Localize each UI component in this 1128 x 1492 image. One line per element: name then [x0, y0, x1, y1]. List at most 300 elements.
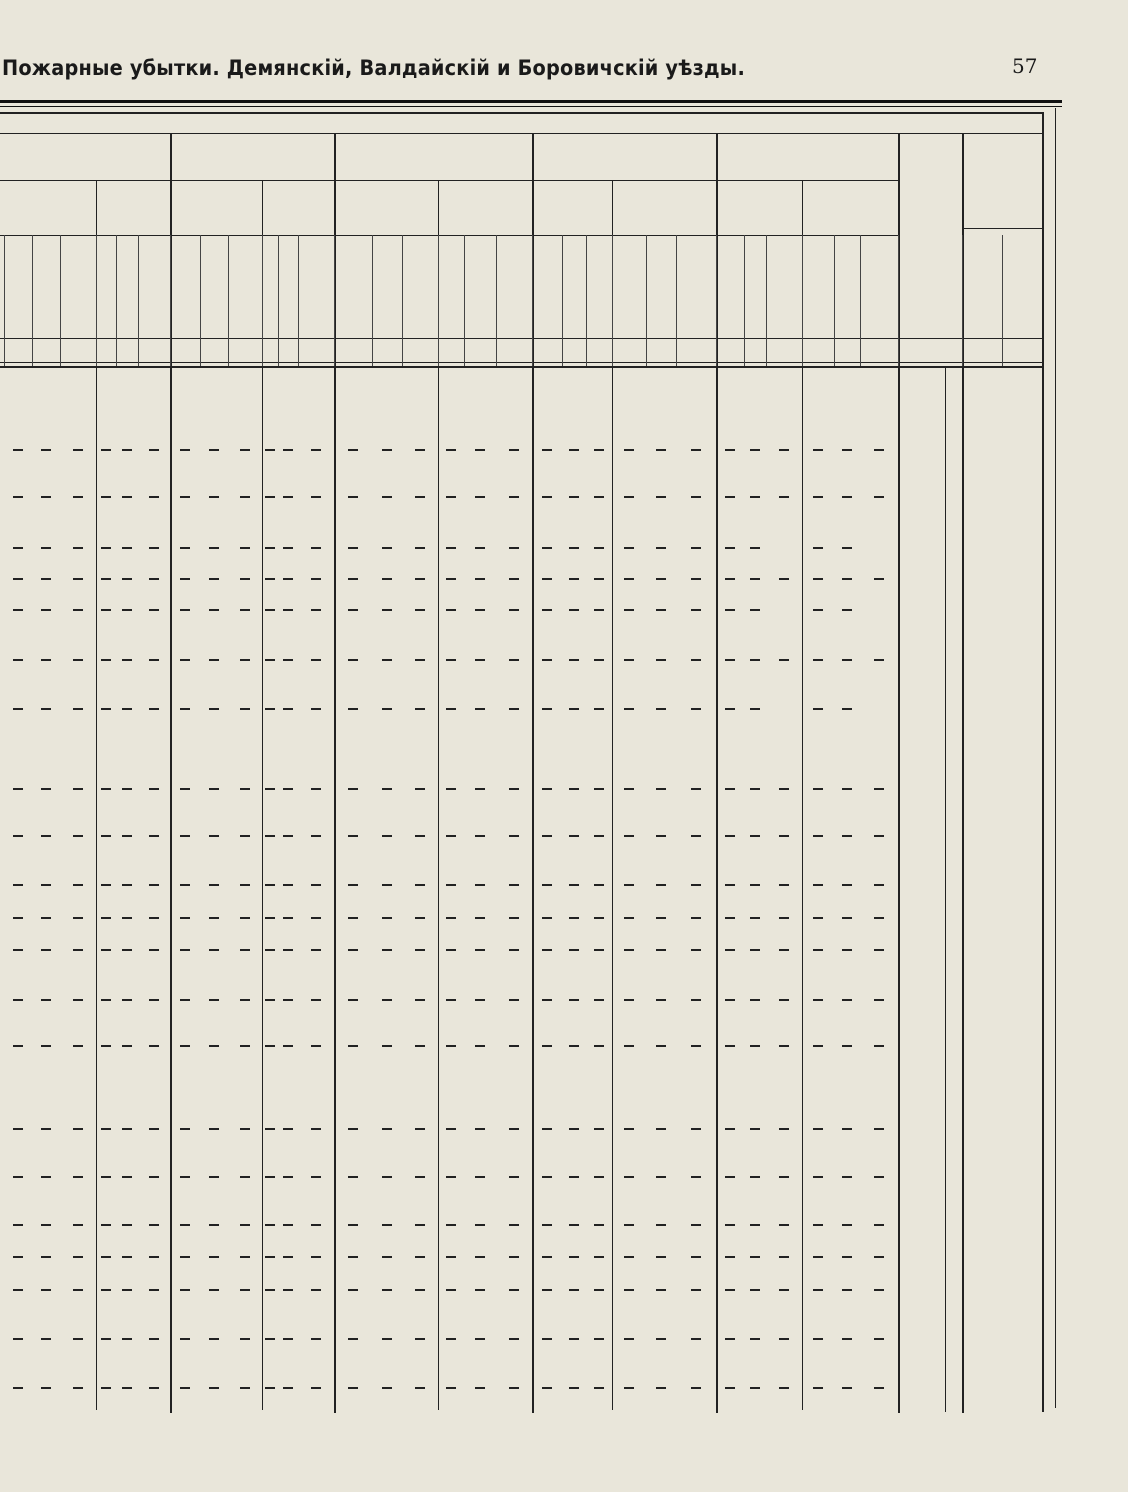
empty-dash: [446, 547, 456, 549]
empty-dash: [101, 1289, 111, 1291]
empty-dash: [348, 1176, 358, 1178]
empty-dash: [446, 1338, 456, 1340]
empty-dash: [265, 1289, 275, 1291]
empty-dash: [101, 1256, 111, 1258]
empty-dash: [475, 1176, 485, 1178]
empty-dash: [475, 609, 485, 611]
empty-dash: [779, 496, 789, 498]
empty-dash: [265, 609, 275, 611]
empty-dash: [73, 884, 83, 886]
empty-dash: [415, 708, 425, 710]
empty-dash: [725, 999, 735, 1001]
empty-dash: [415, 1338, 425, 1340]
empty-dash: [283, 917, 293, 919]
empty-dash: [41, 1128, 51, 1130]
empty-dash: [691, 1128, 701, 1130]
empty-dash: [180, 547, 190, 549]
empty-dash: [101, 1338, 111, 1340]
empty-dash: [779, 1176, 789, 1178]
empty-dash: [348, 496, 358, 498]
empty-dash: [725, 1128, 735, 1130]
empty-dash: [779, 788, 789, 790]
empty-dash: [240, 1176, 250, 1178]
empty-dash: [41, 884, 51, 886]
empty-dash: [149, 835, 159, 837]
empty-dash: [101, 449, 111, 451]
empty-dash: [122, 835, 132, 837]
empty-dash: [725, 547, 735, 549]
column-divider: [60, 235, 61, 366]
empty-dash: [569, 884, 579, 886]
empty-dash: [691, 1045, 701, 1047]
empty-dash: [265, 1045, 275, 1047]
empty-dash: [509, 917, 519, 919]
empty-dash: [180, 1224, 190, 1226]
empty-dash: [41, 1045, 51, 1047]
column-divider: [802, 235, 803, 366]
empty-dash: [750, 659, 760, 661]
empty-dash: [475, 1224, 485, 1226]
empty-dash: [13, 449, 23, 451]
empty-dash: [180, 835, 190, 837]
empty-dash: [446, 496, 456, 498]
empty-dash: [725, 609, 735, 611]
empty-dash: [874, 1289, 884, 1291]
empty-dash: [750, 496, 760, 498]
empty-dash: [348, 547, 358, 549]
empty-dash: [813, 578, 823, 580]
empty-dash: [41, 999, 51, 1001]
empty-dash: [283, 609, 293, 611]
column-divider: [116, 235, 117, 366]
column-divider: [262, 235, 263, 366]
empty-dash: [542, 917, 552, 919]
empty-dash: [691, 449, 701, 451]
empty-dash: [656, 659, 666, 661]
empty-dash: [874, 1256, 884, 1258]
empty-dash: [382, 659, 392, 661]
empty-dash: [382, 999, 392, 1001]
empty-dash: [813, 1289, 823, 1291]
empty-dash: [594, 449, 604, 451]
empty-dash: [149, 999, 159, 1001]
empty-dash: [542, 449, 552, 451]
empty-dash: [265, 449, 275, 451]
empty-dash: [13, 1338, 23, 1340]
empty-dash: [180, 999, 190, 1001]
empty-dash: [656, 1338, 666, 1340]
empty-dash: [180, 578, 190, 580]
empty-dash: [180, 609, 190, 611]
empty-dash: [750, 1289, 760, 1291]
empty-dash: [475, 788, 485, 790]
empty-dash: [874, 578, 884, 580]
empty-dash: [209, 949, 219, 951]
empty-dash: [240, 835, 250, 837]
empty-dash: [842, 1176, 852, 1178]
header-hline: [0, 338, 1042, 339]
empty-dash: [41, 788, 51, 790]
empty-dash: [240, 449, 250, 451]
empty-dash: [725, 1045, 735, 1047]
empty-dash: [283, 1289, 293, 1291]
empty-dash: [283, 1224, 293, 1226]
empty-dash: [41, 1338, 51, 1340]
empty-dash: [475, 578, 485, 580]
empty-dash: [73, 1256, 83, 1258]
empty-dash: [750, 1387, 760, 1389]
empty-dash: [842, 788, 852, 790]
empty-dash: [594, 788, 604, 790]
empty-dash: [122, 1338, 132, 1340]
empty-dash: [283, 659, 293, 661]
empty-dash: [73, 1338, 83, 1340]
empty-dash: [240, 999, 250, 1001]
empty-dash: [842, 496, 852, 498]
empty-dash: [475, 449, 485, 451]
empty-dash: [209, 1224, 219, 1226]
empty-dash: [691, 1176, 701, 1178]
empty-dash: [283, 578, 293, 580]
empty-dash: [348, 835, 358, 837]
empty-dash: [209, 1289, 219, 1291]
empty-dash: [382, 609, 392, 611]
empty-dash: [348, 884, 358, 886]
empty-dash: [813, 547, 823, 549]
empty-dash: [240, 609, 250, 611]
column-divider: [744, 235, 745, 366]
empty-dash: [180, 449, 190, 451]
empty-dash: [73, 1289, 83, 1291]
empty-dash: [348, 1224, 358, 1226]
empty-dash: [542, 999, 552, 1001]
empty-dash: [691, 1224, 701, 1226]
empty-dash: [240, 1045, 250, 1047]
empty-dash: [691, 1256, 701, 1258]
empty-dash: [209, 1338, 219, 1340]
empty-dash: [691, 547, 701, 549]
empty-dash: [542, 1224, 552, 1226]
empty-dash: [348, 1289, 358, 1291]
empty-dash: [509, 496, 519, 498]
empty-dash: [446, 835, 456, 837]
empty-dash: [725, 449, 735, 451]
empty-dash: [415, 578, 425, 580]
column-divider: [1002, 235, 1003, 366]
empty-dash: [446, 1045, 456, 1047]
empty-dash: [180, 659, 190, 661]
empty-dash: [13, 788, 23, 790]
empty-dash: [446, 578, 456, 580]
empty-dash: [594, 547, 604, 549]
empty-dash: [446, 449, 456, 451]
empty-dash: [725, 578, 735, 580]
empty-dash: [283, 1176, 293, 1178]
empty-dash: [656, 578, 666, 580]
empty-dash: [73, 708, 83, 710]
empty-dash: [569, 1045, 579, 1047]
empty-dash: [813, 659, 823, 661]
empty-dash: [265, 835, 275, 837]
empty-dash: [311, 1387, 321, 1389]
empty-dash: [594, 708, 604, 710]
empty-dash: [149, 1128, 159, 1130]
empty-dash: [569, 1224, 579, 1226]
empty-dash: [842, 949, 852, 951]
empty-dash: [542, 609, 552, 611]
empty-dash: [209, 884, 219, 886]
header-hline: [962, 228, 1042, 229]
empty-dash: [41, 1176, 51, 1178]
empty-dash: [624, 1176, 634, 1178]
empty-dash: [594, 578, 604, 580]
empty-dash: [415, 496, 425, 498]
empty-dash: [725, 788, 735, 790]
column-divider: [200, 235, 201, 366]
column-divider: [372, 235, 373, 366]
empty-dash: [446, 1289, 456, 1291]
empty-dash: [122, 884, 132, 886]
empty-dash: [382, 788, 392, 790]
empty-dash: [180, 788, 190, 790]
empty-dash: [813, 949, 823, 951]
empty-dash: [180, 708, 190, 710]
empty-dash: [475, 999, 485, 1001]
empty-dash: [348, 917, 358, 919]
empty-dash: [750, 547, 760, 549]
empty-dash: [240, 1289, 250, 1291]
empty-dash: [725, 835, 735, 837]
empty-dash: [265, 999, 275, 1001]
empty-dash: [382, 884, 392, 886]
empty-dash: [122, 659, 132, 661]
column-divider: [438, 235, 439, 366]
empty-dash: [842, 449, 852, 451]
empty-dash: [509, 659, 519, 661]
empty-dash: [311, 1045, 321, 1047]
empty-dash: [509, 1224, 519, 1226]
empty-dash: [779, 449, 789, 451]
empty-dash: [122, 949, 132, 951]
empty-dash: [475, 884, 485, 886]
empty-dash: [750, 609, 760, 611]
empty-dash: [779, 1338, 789, 1340]
empty-dash: [41, 1289, 51, 1291]
empty-dash: [542, 1338, 552, 1340]
empty-dash: [209, 547, 219, 549]
empty-dash: [509, 547, 519, 549]
empty-dash: [73, 917, 83, 919]
empty-dash: [624, 999, 634, 1001]
empty-dash: [265, 708, 275, 710]
empty-dash: [569, 547, 579, 549]
column-divider: [4, 235, 5, 366]
empty-dash: [475, 708, 485, 710]
empty-dash: [842, 609, 852, 611]
empty-dash: [180, 1176, 190, 1178]
empty-dash: [348, 1387, 358, 1389]
empty-dash: [624, 788, 634, 790]
empty-dash: [382, 496, 392, 498]
empty-dash: [209, 1128, 219, 1130]
empty-dash: [509, 949, 519, 951]
empty-dash: [509, 835, 519, 837]
empty-dash: [594, 1224, 604, 1226]
empty-dash: [779, 884, 789, 886]
empty-dash: [842, 1289, 852, 1291]
header-hline: [0, 133, 1042, 134]
empty-dash: [509, 1289, 519, 1291]
empty-dash: [13, 609, 23, 611]
empty-dash: [382, 1224, 392, 1226]
column-divider: [962, 235, 963, 366]
empty-dash: [348, 578, 358, 580]
empty-dash: [569, 496, 579, 498]
empty-dash: [415, 884, 425, 886]
empty-dash: [750, 708, 760, 710]
empty-dash: [209, 835, 219, 837]
empty-dash: [311, 835, 321, 837]
empty-dash: [842, 1224, 852, 1226]
empty-dash: [265, 1176, 275, 1178]
empty-dash: [101, 917, 111, 919]
empty-dash: [101, 999, 111, 1001]
empty-dash: [874, 917, 884, 919]
empty-dash: [180, 1256, 190, 1258]
empty-dash: [725, 949, 735, 951]
empty-dash: [283, 884, 293, 886]
empty-dash: [750, 884, 760, 886]
empty-dash: [382, 708, 392, 710]
empty-dash: [594, 949, 604, 951]
empty-dash: [656, 1387, 666, 1389]
empty-dash: [842, 547, 852, 549]
empty-dash: [311, 496, 321, 498]
empty-dash: [348, 949, 358, 951]
top-rule-thin: [0, 106, 1062, 107]
empty-dash: [283, 788, 293, 790]
empty-dash: [13, 578, 23, 580]
empty-dash: [594, 999, 604, 1001]
empty-dash: [569, 1387, 579, 1389]
empty-dash: [73, 449, 83, 451]
column-divider: [138, 235, 139, 366]
empty-dash: [750, 999, 760, 1001]
empty-dash: [475, 1256, 485, 1258]
empty-dash: [569, 1338, 579, 1340]
empty-dash: [73, 1176, 83, 1178]
empty-dash: [542, 1176, 552, 1178]
empty-dash: [842, 1338, 852, 1340]
empty-dash: [569, 609, 579, 611]
empty-dash: [73, 835, 83, 837]
empty-dash: [122, 1224, 132, 1226]
empty-dash: [624, 659, 634, 661]
empty-dash: [311, 708, 321, 710]
empty-dash: [149, 1224, 159, 1226]
empty-dash: [240, 884, 250, 886]
empty-dash: [180, 1045, 190, 1047]
empty-dash: [813, 609, 823, 611]
empty-dash: [725, 884, 735, 886]
empty-dash: [13, 917, 23, 919]
empty-dash: [73, 609, 83, 611]
empty-dash: [509, 609, 519, 611]
empty-dash: [691, 835, 701, 837]
empty-dash: [446, 917, 456, 919]
empty-dash: [656, 547, 666, 549]
empty-dash: [73, 788, 83, 790]
empty-dash: [779, 999, 789, 1001]
empty-dash: [73, 999, 83, 1001]
empty-dash: [779, 835, 789, 837]
empty-dash: [813, 835, 823, 837]
empty-dash: [475, 496, 485, 498]
empty-dash: [311, 659, 321, 661]
empty-dash: [283, 449, 293, 451]
empty-dash: [542, 496, 552, 498]
empty-dash: [415, 1224, 425, 1226]
empty-dash: [656, 1128, 666, 1130]
empty-dash: [475, 1289, 485, 1291]
empty-dash: [569, 578, 579, 580]
empty-dash: [41, 949, 51, 951]
empty-dash: [779, 1224, 789, 1226]
empty-dash: [874, 835, 884, 837]
empty-dash: [446, 659, 456, 661]
empty-dash: [542, 788, 552, 790]
empty-dash: [750, 1224, 760, 1226]
empty-dash: [122, 917, 132, 919]
empty-dash: [594, 884, 604, 886]
empty-dash: [569, 1256, 579, 1258]
empty-dash: [122, 1176, 132, 1178]
column-divider: [334, 235, 335, 366]
empty-dash: [750, 835, 760, 837]
empty-dash: [691, 708, 701, 710]
empty-dash: [149, 917, 159, 919]
empty-dash: [41, 547, 51, 549]
empty-dash: [382, 917, 392, 919]
empty-dash: [348, 788, 358, 790]
empty-dash: [569, 708, 579, 710]
column-divider: [298, 235, 299, 366]
empty-dash: [725, 496, 735, 498]
empty-dash: [41, 1387, 51, 1389]
empty-dash: [691, 884, 701, 886]
empty-dash: [874, 949, 884, 951]
empty-dash: [73, 578, 83, 580]
empty-dash: [101, 1224, 111, 1226]
empty-dash: [779, 659, 789, 661]
empty-dash: [13, 835, 23, 837]
empty-dash: [101, 1128, 111, 1130]
empty-dash: [149, 449, 159, 451]
empty-dash: [101, 788, 111, 790]
empty-dash: [13, 708, 23, 710]
empty-dash: [122, 547, 132, 549]
empty-dash: [446, 884, 456, 886]
empty-dash: [779, 1045, 789, 1047]
empty-dash: [311, 1176, 321, 1178]
empty-dash: [149, 1289, 159, 1291]
empty-dash: [594, 609, 604, 611]
empty-dash: [779, 949, 789, 951]
empty-dash: [209, 788, 219, 790]
empty-dash: [240, 659, 250, 661]
column-divider: [586, 235, 587, 366]
empty-dash: [382, 835, 392, 837]
